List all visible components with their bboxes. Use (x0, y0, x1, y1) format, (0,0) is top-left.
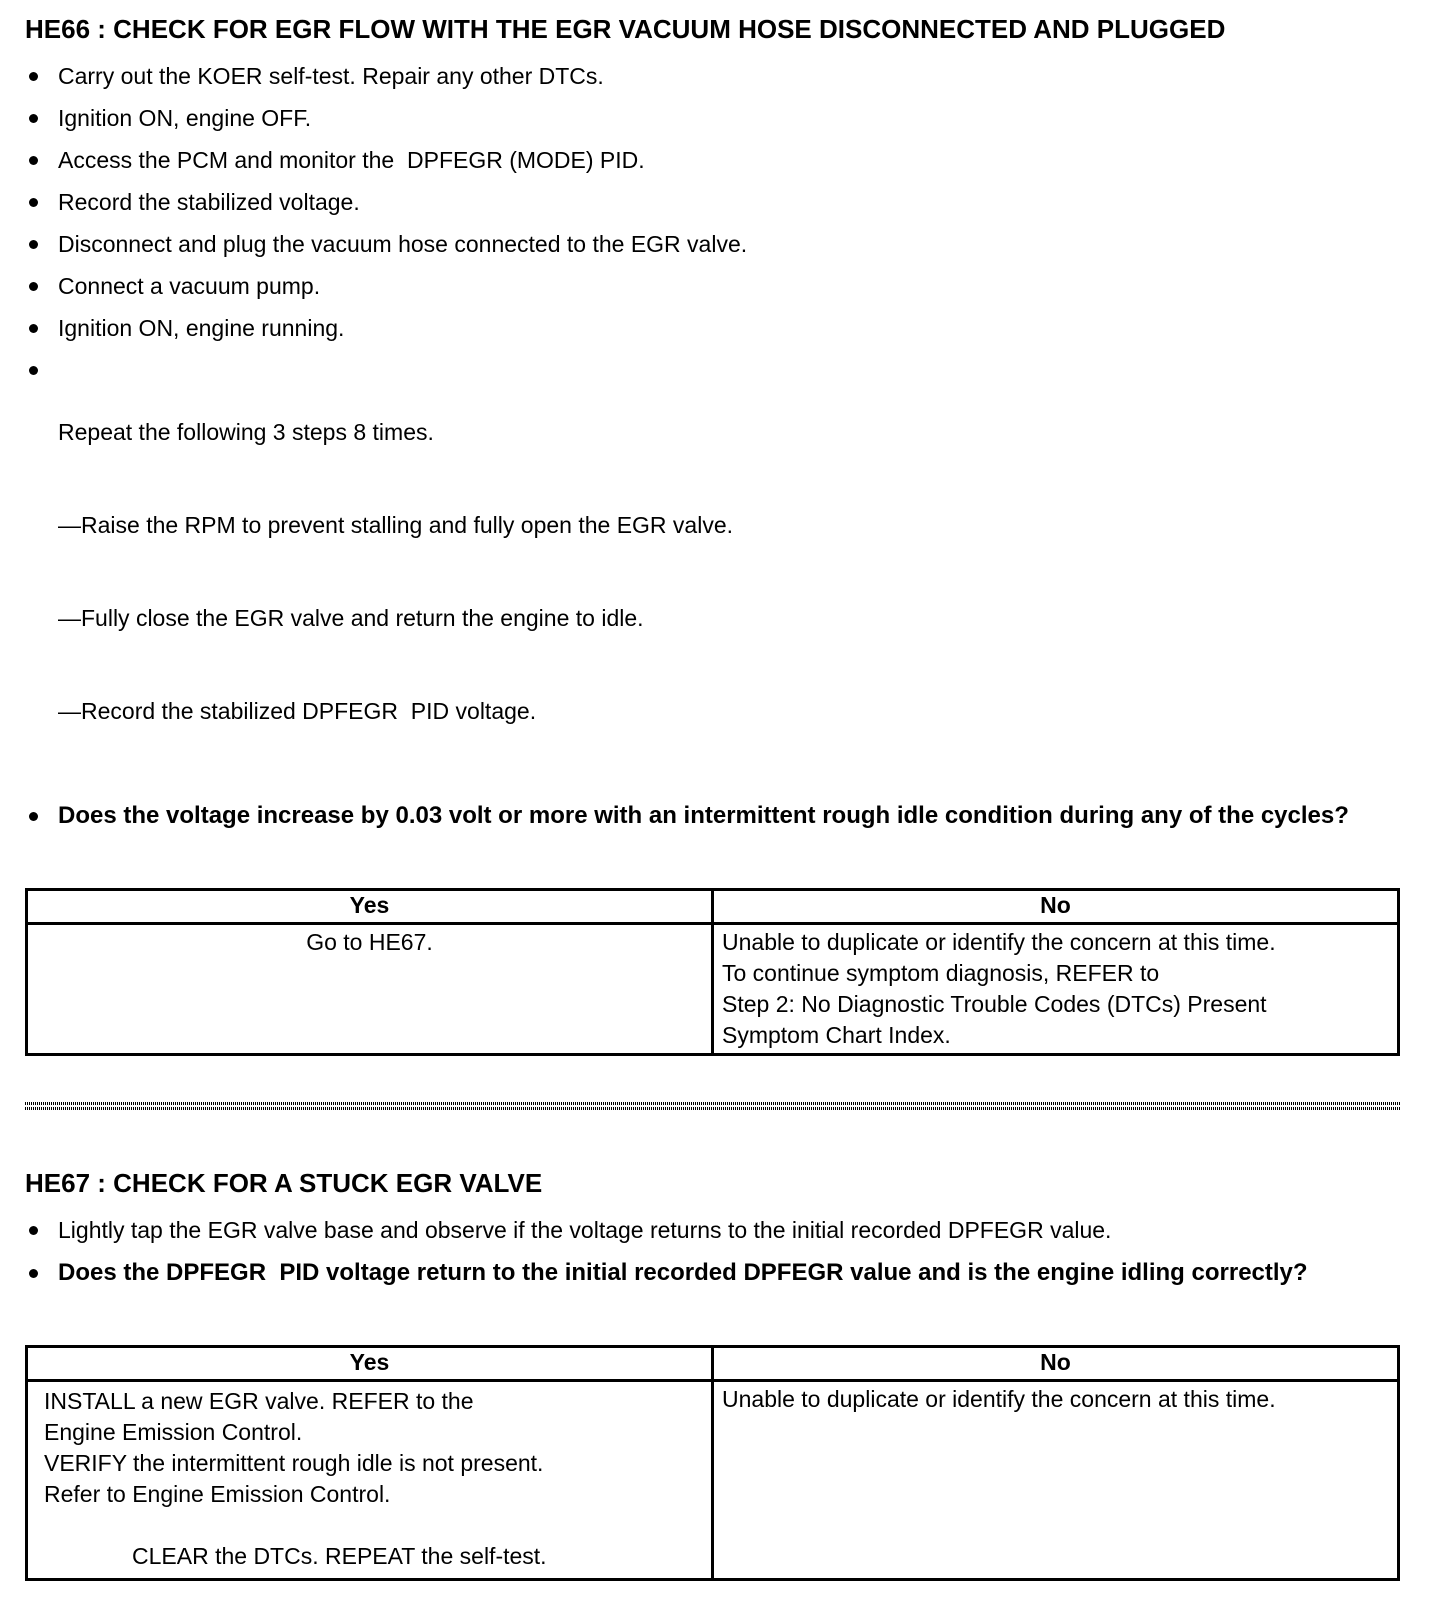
step-text: Record the stabilized voltage. (58, 189, 360, 215)
bullet-icon (29, 366, 38, 375)
yes-result-lines (44, 1386, 695, 1510)
bullet-icon (29, 114, 38, 123)
pinpoint-test-he66 (25, 14, 1400, 1056)
table-header-row (27, 890, 1399, 924)
step-text: Disconnect and plug the vacuum hose connected to the EGR valve. (58, 231, 748, 257)
procedure-step (25, 103, 1400, 134)
section-divider (25, 1102, 1400, 1110)
no-result-cell (713, 1381, 1399, 1580)
yes-result-cell (27, 924, 713, 1055)
bullet-icon (29, 198, 38, 207)
bullet-icon (29, 282, 38, 291)
result-line: To continue symptom diagnosis, REFER to (722, 960, 1160, 986)
procedure-step (25, 61, 1400, 92)
step-text: Carry out the KOER self-test. Repair any other DTCs. (58, 63, 604, 89)
procedure-step (25, 187, 1400, 218)
result-line: Engine Emission Control. (44, 1419, 303, 1445)
step-text: Ignition ON, engine running. (58, 315, 345, 341)
yes-result-content (36, 1384, 703, 1576)
no-column-header: No (713, 890, 1399, 924)
decision-question-he67 (25, 1257, 1397, 1289)
section-title-he66: HE66 : CHECK FOR EGR FLOW WITH THE EGR VACUUM HOSE DISCONNECTED AND PLUGGED (25, 14, 1226, 44)
step-text: Lightly tap the EGR valve base and observe if the voltage returns to the initial recorded DPFEGR value. (58, 1217, 1112, 1243)
section-title-he67: HE67 : CHECK FOR A STUCK EGR VALVE (25, 1168, 543, 1198)
result-line: Symptom Chart Index. (722, 1022, 951, 1048)
pinpoint-test-he67 (25, 1168, 1400, 1581)
substep-text: —Record the stabilized DPFEGR PID voltage. (58, 698, 537, 724)
procedure-step (25, 313, 1400, 344)
step-text: Connect a vacuum pump. (58, 273, 321, 299)
result-line: Step 2: No Diagnostic Trouble Codes (DTCs) Present (722, 991, 1267, 1017)
result-line: VERIFY the intermittent rough idle is not present. (44, 1450, 544, 1476)
no-result-cell (713, 924, 1399, 1055)
result-line: Unable to duplicate or identify the concern at this time. (722, 929, 1276, 955)
bullet-icon (29, 1226, 38, 1235)
procedure-steps-he67 (25, 1215, 1400, 1246)
yes-result-cell (27, 1381, 713, 1580)
step-text: Ignition ON, engine OFF. (58, 105, 312, 131)
table-result-row (27, 924, 1399, 1055)
bullet-icon (29, 156, 38, 165)
decision-question-he66 (25, 800, 1397, 832)
result-line: INSTALL a new EGR valve. REFER to the (44, 1388, 474, 1414)
result-line: Unable to duplicate or identify the concern at this time. (722, 1386, 1276, 1412)
step-text (58, 355, 733, 789)
bullet-icon (29, 240, 38, 249)
table-result-row (27, 1381, 1399, 1580)
decision-table-he67 (25, 1345, 1400, 1581)
procedure-step (25, 355, 1400, 789)
procedure-step (25, 271, 1400, 302)
decision-table-he66 (25, 888, 1400, 1056)
step-text-main: Repeat the following 3 steps 8 times. (58, 419, 434, 445)
result-line: Go to HE67. (306, 929, 433, 955)
yes-column-header: Yes (27, 890, 713, 924)
yes-column-header: Yes (27, 1347, 713, 1381)
bullet-icon (29, 72, 38, 81)
bullet-icon (29, 324, 38, 333)
step-text: Access the PCM and monitor the DPFEGR (MODE) PID. (58, 147, 645, 173)
question-text: Does the voltage increase by 0.03 volt or more with an intermittent rough idle condition during any of the cycles? (58, 802, 1349, 829)
substep-text: —Fully close the EGR valve and return the engine to idle. (58, 605, 644, 631)
procedure-step (25, 145, 1400, 176)
procedure-step (25, 1215, 1400, 1246)
result-footer-line: CLEAR the DTCs. REPEAT the self-test. (132, 1543, 547, 1569)
procedure-step (25, 229, 1400, 260)
substep-text: —Raise the RPM to prevent stalling and fully open the EGR valve. (58, 512, 734, 538)
no-column-header: No (713, 1347, 1399, 1381)
procedure-steps-he66 (25, 61, 1400, 789)
table-header-row (27, 1347, 1399, 1381)
result-line: Refer to Engine Emission Control. (44, 1481, 391, 1507)
question-text: Does the DPFEGR PID voltage return to the initial recorded DPFEGR value and is the engine idling correctly? (58, 1259, 1308, 1286)
